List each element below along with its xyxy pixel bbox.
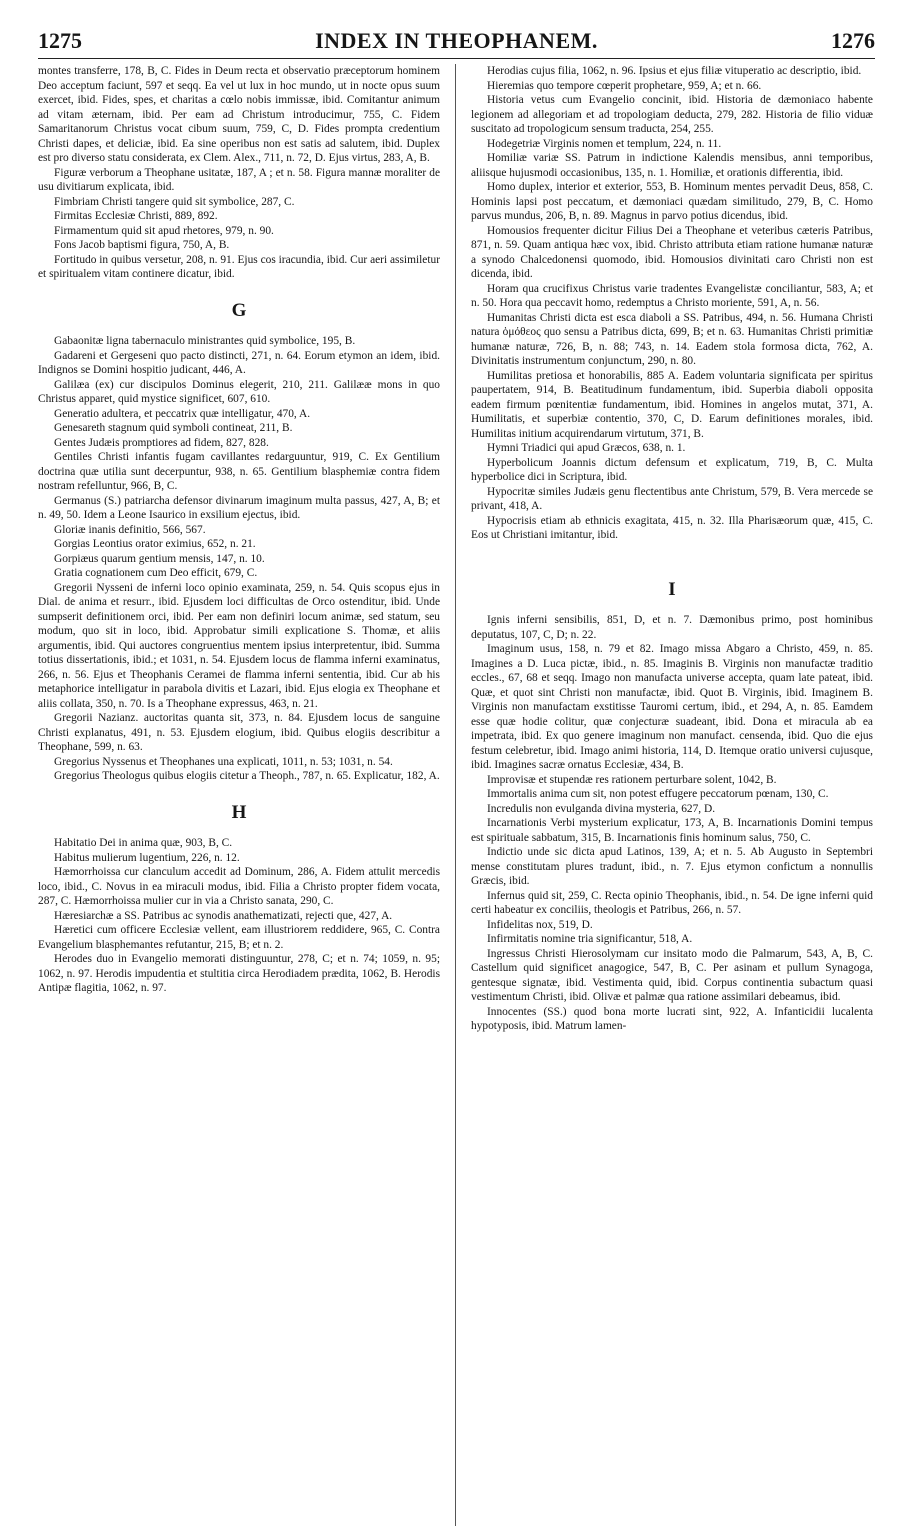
index-entry: Galilæa (ex) cur discipulos Dominus elegerit, 210, 211. Galilææ mons in quo Christus apparet, quid mystice significet, 607, 610. — [38, 378, 440, 405]
h-entries — [38, 836, 440, 996]
page-number-right: 1276 — [831, 28, 875, 53]
index-entry: Innocentes (SS.) quod bona morte lucrati sint, 922, A. Infanticidii lucalenta hypotyposis, ibid. Matrum lamen- — [471, 1005, 873, 1032]
index-entry: Incredulis non evulganda divina mysteria, 627, D. — [487, 802, 716, 815]
index-entry: Gabaonitæ ligna tabernaculo ministrantes quid symbolice, 195, B. — [54, 335, 356, 347]
index-entry: Hodegetriæ Virginis nomen et templum, 224, n. 11. — [487, 137, 722, 150]
index-entry: Gregorius Nyssenus et Theophanes una explicati, 1011, n. 53; 1031, n. 54. — [54, 755, 393, 768]
index-entry: Genesareth stagnum quid symboli contineat, 211, B. — [54, 422, 293, 434]
index-entry: Hymni Triadici qui apud Græcos, 638, n. 1. — [487, 442, 686, 454]
page-number-left: 1275 — [38, 28, 82, 53]
index-entry: Homo duplex, interior et exterior, 553, B. Hominum mentes pervadit Deus, 858, C. Hominis lapsi post peccatum, et dæmoniaci quædam similitudo, 279, B, C. Homo parvus mundus, 206, B, n. 89. Magnus in parvo potius dicendus, ibid. — [471, 181, 873, 222]
index-entry: Gentiles Christi infantis fugam cavillantes redarguuntur, 919, C. Ex Gentilium doctrina quæ utilia sunt decerpuntur, 938, n. 65. Gentilium blasphemiæ contra fidem nostram refelluntur, 966, B, C. — [38, 451, 440, 492]
section-letter-h: H — [231, 801, 247, 823]
g-entries — [38, 334, 440, 784]
index-entry: Gregorii Nysseni de inferni loco opinio examinata, 259, n. 54. Quis scopus ejus in Dial. de anima et resurr., ibid. Ejusdem loci difficultas de Orco ostenditur, ibid. Unde sumpserit definitionem orci, ibid. Per eam non definiri locum animæ, sed statum, seu modum, quo sit in loco, ibid. Approbatur simili explicatione S. Thomæ, et aliis argumentis, ibid. Qui auctores congruentius mentem ipsius interpretentur, ibid. Summa totius dissertationis, ibid.; et 1031, n. 54. Ejusdem locus de flamma inferni examinatus, 266, n. 56. Ejus et Theophanis Ceramei de flamma inferni sententia, ibid. Cur ab his metaphorice intelligatur in parabola divitis et Lazari, ibid. Ejus elogia ex Theophane et aliis collata, 350, n. 70. Is a Theophane expressus, 463, n. 21. — [38, 581, 440, 710]
index-entry: Horam qua crucifixus Christus varie tradentes Evangelistæ conciliantur, 583, A; et n. 50. Hora qua peccavit homo, redemptus a Christo moriente, 591, A, n. 56. — [471, 282, 873, 309]
index-entry: Gorpiæus quarum gentium mensis, 147, n. 10. — [54, 552, 265, 565]
index-entry: Fons Jacob baptismi figura, 750, A, B. — [54, 239, 230, 251]
index-entry: Hypocrisis etiam ab ethnicis exagitata, 415, n. 32. Illa Pharisæorum quæ, 415, C. Eos ut Christiani imitantur, ibid. — [471, 514, 873, 541]
index-entry: Herodias cujus filia, 1062, n. 96. Ipsius et ejus filiæ vituperatio ac descriptio, ibid. — [487, 65, 862, 77]
index-entry: Gloriæ inanis definitio, 566, 567. — [54, 523, 206, 536]
index-entry: Gadareni et Gergeseni quo pacto distincti, 271, n. 64. Eorum etymon an idem, ibid. Indignos se Domini hospitio judicant, 446, A. — [38, 349, 440, 376]
index-entry: Immortalis anima cum sit, non potest effugere peccatorum pœnam, 130, C. — [487, 788, 829, 800]
index-entry: Gregorii Nazianz. auctoritas quanta sit, 373, n. 84. Ejusdem locus de sanguine Christi explanatus, 491, n. 53. Ejusdem elogium, ibid. Quibus elogiis describitur a Theophane, 599, n. 63. — [38, 712, 440, 753]
index-entry: Habitus mulierum lugentium, 226, n. 12. — [54, 851, 240, 864]
index-entry: Generatio adultera, et peccatrix quæ intelligatur, 470, A. — [54, 407, 311, 420]
index-entry: Fimbriam Christi tangere quid sit symbolice, 287, C. — [54, 195, 295, 208]
index-entry: Figuræ verborum a Theophane usitatæ, 187, A ; et n. 58. Figura mannæ moraliter de usu divitiarum explicata, ibid. — [38, 166, 440, 193]
index-entry: Hæmorrhoissa cur clanculum accedit ad Dominum, 286, A. Fidem attulit mercedis loco, ibid., C. Novus in ea miraculi modus, ibid. Filia a Christo propter fidem vocata, 287, C. Hæmorrhoissa mulier cur in via a Christo sanata, 290, C. — [38, 866, 440, 907]
index-entry: Ingressus Christi Hierosolymam cur insitato modo die Palmarum, 543, A, B, C. Castellum quid significet anagogice, 547, B, C. Per asinam et pullum Synagoga, gentesque signatæ, ibid. Vestimenta quid, ibid. Corpus continentia subactum quasi vestimentum Christi, ibid. Olivæ et palmæ qua ratione assimilari debeamus, ibid. — [471, 947, 873, 1003]
index-entry: Imaginum usus, 158, n. 79 et 82. Imago missa Abgaro a Christo, 459, n. 85. Imagines a D. Luca pictæ, ibid., n. 85. Imaginis B. Virginis non manufactæ traditio eccles., 67, 68 et seqq. Imago non manufacta universe accepta, quam late pateat, ibid. Quæ, et quot sint Christi non manufactæ, ibid. Quot B. Virginis, ibid. Imaginem B. Virginis non manufactam exstitisse Tauromi certum, ibid., et 294, A, n. 85. Eamdem esse quæ hodie colitur, quæ conjecturæ suadeant, ibid. Dona et miracula ab ea impetrata, ibid. Ex quo genere imaginum non manufact. censenda, ibid. Quo die ejus festum celebretur, ibid. Imago animi historia, 114, D. Itemque oratio universi cujusque, ibid. Imagines sacræ ornatus Ecclesiæ, 434, B. — [471, 643, 873, 771]
index-entry: Gratia cognationem cum Deo efficit, 679, C. — [54, 567, 258, 579]
index-entry: Gorgias Leontius orator eximius, 652, n. 21. — [54, 538, 256, 550]
right-column — [471, 64, 873, 1526]
index-entry: Humanitas Christi dicta est esca diaboli a SS. Patribus, 494, n. 56. Humana Christi natura ὁμόθεος quo sensu a Patribus dicta, 699, B; et n. 63. Humanitas Christi primitiæ humanæ naturæ, 726, B, n. 88; 743, n. 14. Eadem stola formosa dicta, 762, A. Divinitatis instrumentum conjunctum, 290, n. 80. — [471, 311, 873, 367]
index-entry: montes transferre, 178, B, C. Fides in Deum recta et observatio præceptorum hominem Deo acceptum faciunt, 597 et seqq. Ea vel ut lux in hoc mundo, ut in nocte opus suum exercet, ibid. Fides, spes, et charitas a cœlo nobis immissæ, ibid. Comitantur animum ad vitam æternam, ibid. Per eam ad Christum introducimur, 755, C. Fidem Samaritanorum Christus vocat cibum suum, 759, C, D. Fides prompta credentium Christi dapes, et deliciæ, ibid. Ea sine operibus non est satis ad salutem, ibid. Duplex est pro diverso statu considerata, ex Clem. Alex., 711, n. 72, D. Ejus virtus, 283, A, B. — [38, 65, 440, 164]
f-entries — [38, 64, 440, 282]
index-entry: Infidelitas nox, 519, D. — [487, 918, 593, 931]
index-entry: Homousios frequenter dicitur Filius Dei a Theophane et veteribus cæteris Patribus, 871, n. 59. Quam antiqua hæc vox, ibid. Christo attributa etiam ratione humanæ naturæ a synodo Chalcedonensi quomodo, ibid. Homousios divinitati caro Christi non est dicenda, ibid. — [471, 224, 873, 280]
column-divider — [455, 64, 456, 1526]
index-entry: Fortitudo in quibus versetur, 208, n. 91. Ejus cos iracundia, ibid. Cur aeri assimiletur et spiritualem vitam continere dicatur, ibid. — [38, 253, 440, 280]
index-entry: Herodes duo in Evangelio memorati distinguuntur, 278, C; et n. 74; 1059, n. 95; 1062, n. 97. Herodis impudentia et stultitia circa Herodiadem prædita, 1062, B. Herodis Antipæ flagitia, 1062, n. 97. — [38, 953, 440, 994]
index-entry: Improvisæ et stupendæ res rationem perturbare solent, 1042, B. — [487, 773, 777, 786]
index-entry: Firmitas Ecclesiæ Christi, 889, 892. — [54, 210, 218, 222]
section-letter-g: G — [231, 299, 247, 321]
index-entry: Infernus quid sit, 259, C. Recta opinio Theophanis, ibid., n. 54. De igne inferni quid certi habeatur ex conciliis, theologis et Patribus, 266, n. 57. — [471, 889, 873, 916]
index-entry: Infirmitatis nomine tria significantur, 518, A. — [487, 933, 693, 945]
index-entry: Gregorius Theologus quibus elogiis citetur a Theoph., 787, n. 65. Explicatur, 182, A. — [54, 770, 440, 782]
index-entry: Humilitas pretiosa et honorabilis, 885 A. Eadem voluntaria significata per spiritus paupertatem, 914, B. Beatitudinum fundamentum, ibid. Superbia diaboli opposita eadem firmum pœnitentiæ fundamentum, ibid. Homines in angelos mutat, 371, A. Humilitatis, et superbiæ contentio, 370, C, D. Earum definitiones morales, ibid. Humilitas initium acquirendarum virtutum, 371, B. — [471, 369, 873, 440]
index-entry: Gentes Judæis promptiores ad fidem, 827, 828. — [54, 436, 269, 449]
index-entry: Ignis inferni sensibilis, 851, D, et n. 7. Dæmonibus primo, post hominibus deputatus, 107, C, D; n. 22. — [471, 614, 873, 641]
index-entry: Historia vetus cum Evangelio concinit, ibid. Historia de dæmoniaco habente legionem ad allegoriam et ad tropologiam deducta, 279, 282. Historia de filio viduæ suscitato ad tropologicum sensum traducta, 254, 255. — [471, 94, 873, 135]
index-entry: Hieremias quo tempore cœperit prophetare, 959, A; et n. 66. — [487, 79, 762, 92]
h-entries-continued — [471, 64, 873, 543]
index-entry: Homiliæ variæ SS. Patrum in indictione Kalendis mensibus, anni temporibus, aliisque hujusmodi occasionibus, 135, n. 1. Homiliæ, et orationis differentia, ibid. — [471, 152, 873, 179]
i-entries — [471, 613, 873, 1034]
index-entry: Germanus (S.) patriarcha defensor divinarum imaginum multa passus, 427, A, B; et n. 49, 50. Idem a Leone Isaurico in exsilium ejectus, ibid. — [38, 494, 440, 521]
index-entry: Incarnationis Verbi mysterium explicatur, 173, A, B. Incarnationis Domini tempus est spirituale sabbatum, 315, B. Incarnationis finis hominum salus, 750, C. — [471, 817, 873, 844]
index-entry: Habitatio Dei in anima quæ, 903, B, C. — [54, 837, 233, 849]
left-column — [38, 64, 440, 1526]
index-entry: Hæretici cum officere Ecclesiæ vellent, eam illustriorem reddidere, 965, C. Contra Evangelium blasphemantes refutantur, 215, B; et n. 2. — [38, 924, 440, 951]
index-entry: Hyperbolicum Joannis dictum defensum et explicatum, 719, B, C. Multa hyperbolice dici in Scriptura, ibid. — [471, 456, 873, 483]
running-title: INDEX IN THEOPHANEM. — [315, 28, 598, 53]
page-header — [38, 24, 875, 59]
index-entry: Hypocritæ similes Judæis genu flectentibus ante Christum, 579, B. Vera mercede se privant, 418, A. — [471, 485, 873, 512]
index-entry: Hæresiarchæ a SS. Patribus ac synodis anathematizati, rejecti que, 427, A. — [54, 909, 393, 922]
section-letter-i: I — [668, 578, 676, 600]
index-entry: Indictio unde sic dicta apud Latinos, 139, A; et n. 5. Ab Augusto in Septembri mense constitutam plures tradunt, ibid., n. 7. Ejus etymon confictum a nonnullis Græcis, ibid. — [471, 846, 873, 887]
index-entry: Firmamentum quid sit apud rhetores, 979, n. 90. — [54, 224, 274, 237]
